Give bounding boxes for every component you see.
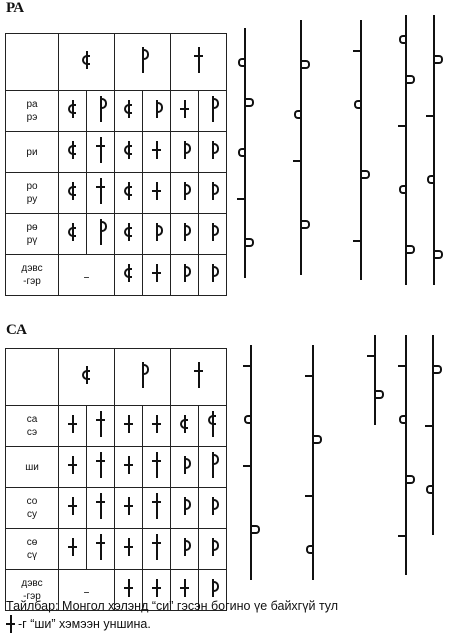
glyph-cell: [199, 255, 227, 296]
glyph-cell: [199, 406, 227, 447]
glyph-cell: [59, 488, 87, 529]
glyph-cell: [59, 214, 87, 255]
mongolian-glyph: [152, 452, 161, 478]
glyph-cell: [171, 132, 199, 173]
mongolian-glyph: [208, 411, 217, 437]
mongolian-glyph: [208, 182, 217, 200]
mongolian-glyph: [124, 264, 133, 282]
mongolian-glyph: [180, 223, 189, 241]
row-label: [6, 488, 59, 529]
sa-letter-table: [5, 348, 227, 611]
mongolian-glyph: [68, 497, 77, 515]
row-label: [6, 132, 59, 173]
mongolian-glyph: [96, 96, 105, 122]
mongolian-glyph: [124, 579, 133, 597]
row-label: [6, 406, 59, 447]
mongolian-glyph: [124, 182, 133, 200]
mongolian-glyph: [208, 96, 217, 122]
footnote-line-2-wrap: [6, 615, 446, 633]
dash-mark: –: [83, 269, 90, 284]
row-label-text: дэвс -гэр: [21, 263, 43, 287]
glyph-cell: [115, 529, 143, 570]
row-label: [6, 214, 59, 255]
glyph-cell: [115, 255, 143, 296]
ra-letter-table: [5, 33, 227, 296]
mongolian-glyph: [68, 415, 77, 433]
mongolian-glyph: [68, 182, 77, 200]
glyph-cell: [87, 214, 115, 255]
glyph-cell: [87, 173, 115, 214]
mongolian-glyph: [124, 456, 133, 474]
footnote: [6, 598, 446, 633]
glyph-cell: [199, 91, 227, 132]
glyph-cell: [59, 406, 87, 447]
glyph-cell: [143, 91, 171, 132]
glyph-cell: [59, 132, 87, 173]
mongolian-glyph: [124, 415, 133, 433]
glyph-cell: [171, 173, 199, 214]
glyph-cell: [59, 447, 87, 488]
header-glyph-2: [115, 349, 171, 406]
mongolian-glyph: [124, 141, 133, 159]
glyph-cell: [115, 132, 143, 173]
mongolian-glyph: [96, 493, 105, 519]
mongolian-glyph: [180, 538, 189, 556]
mongolian-glyph: [208, 497, 217, 515]
mongolian-glyph: [138, 362, 147, 388]
glyph-cell: [87, 447, 115, 488]
glyph-cell: [199, 173, 227, 214]
mongolian-glyph: [124, 100, 133, 118]
corner-cell: [6, 34, 59, 91]
mongolian-glyph: [180, 415, 189, 433]
mongolian-glyph: [124, 223, 133, 241]
mongolian-glyph: [208, 264, 217, 282]
glyph-cell: [143, 447, 171, 488]
mongolian-glyph: [152, 100, 161, 118]
header-glyph-3: [171, 349, 227, 406]
glyph-cell: [59, 173, 87, 214]
mongolian-glyph: [208, 538, 217, 556]
mongolian-glyph: [68, 100, 77, 118]
row-label: [6, 447, 59, 488]
glyph-cell: [143, 214, 171, 255]
glyph-cell: [143, 132, 171, 173]
glyph-cell: [115, 447, 143, 488]
glyph-cell: [115, 214, 143, 255]
dash-mark: –: [83, 584, 90, 599]
mongolian-glyph: [152, 415, 161, 433]
glyph-cell: [87, 488, 115, 529]
glyph-cell: [143, 406, 171, 447]
header-glyph-3: [171, 34, 227, 91]
glyph-cell: [115, 406, 143, 447]
mongolian-glyph: [194, 47, 203, 73]
glyph-cell: [171, 214, 199, 255]
glyph-cell: [59, 91, 87, 132]
mongolian-glyph: [6, 615, 15, 633]
mongolian-glyph: [82, 51, 91, 69]
mongolian-glyph: [208, 579, 217, 597]
mongolian-glyph: [152, 223, 161, 241]
mongolian-glyph: [124, 497, 133, 515]
mongolian-glyph: [124, 538, 133, 556]
mongolian-glyph: [68, 538, 77, 556]
mongolian-glyph: [96, 411, 105, 437]
glyph-cell: [199, 447, 227, 488]
glyph-cell: [115, 173, 143, 214]
section-title-ra: РА: [6, 0, 25, 16]
mongolian-glyph: [180, 182, 189, 200]
mongolian-glyph: [180, 100, 189, 118]
glyph-cell: [87, 132, 115, 173]
glyph-cell: [199, 132, 227, 173]
header-glyph-1: [59, 34, 115, 91]
row-label-text: ро ру: [26, 181, 38, 205]
glyph-cell: [199, 214, 227, 255]
mongolian-glyph: [152, 264, 161, 282]
mongolian-glyph: [96, 452, 105, 478]
glyph-cell: [115, 488, 143, 529]
glyph-cell: [171, 529, 199, 570]
row-label-text: сө сү: [26, 537, 38, 561]
glyph-cell: [59, 529, 87, 570]
mongolian-glyph: [68, 456, 77, 474]
mongolian-glyph: [96, 219, 105, 245]
glyph-cell: [171, 91, 199, 132]
row-label-text: ра рэ: [26, 99, 38, 123]
mongolian-glyph: [96, 137, 105, 163]
corner-cell: [6, 349, 59, 406]
glyph-cell: [143, 255, 171, 296]
row-label-text: ри: [26, 146, 38, 158]
section-title-sa: СА: [6, 322, 27, 338]
mongolian-glyph: [152, 534, 161, 560]
footnote-line-2: -г “ши” хэмээн уншина.: [18, 616, 151, 631]
header-glyph-2: [115, 34, 171, 91]
row-label: [6, 529, 59, 570]
glyph-cell: [87, 406, 115, 447]
mongolian-glyph: [180, 497, 189, 515]
mongolian-glyph: [152, 579, 161, 597]
glyph-cell: [199, 529, 227, 570]
mongolian-glyph: [152, 141, 161, 159]
mongolian-glyph: [180, 579, 189, 597]
glyph-cell: [143, 173, 171, 214]
row-label-text: ши: [25, 461, 39, 473]
glyph-cell: [115, 91, 143, 132]
footnote-line-1: Тайлбар: Монгол хэлэнд “си” гэсэн богино үе байхгүй тул: [6, 599, 339, 613]
glyph-cell: [171, 488, 199, 529]
mongolian-glyph: [194, 362, 203, 388]
glyph-cell: [171, 406, 199, 447]
mongolian-glyph: [96, 534, 105, 560]
glyph-cell: [199, 488, 227, 529]
mongolian-glyph: [96, 178, 105, 204]
mongolian-glyph: [208, 452, 217, 478]
mongolian-glyph: [152, 493, 161, 519]
mongolian-glyph: [180, 141, 189, 159]
mongolian-glyph: [208, 141, 217, 159]
mongolian-glyph: [180, 264, 189, 282]
glyph-cell: [171, 255, 199, 296]
row-label: [6, 255, 59, 296]
dash-cell: [59, 255, 115, 296]
row-label-text: рө рү: [26, 222, 38, 246]
mongolian-glyph: [82, 366, 91, 384]
mongolian-glyph: [68, 141, 77, 159]
glyph-cell: [143, 529, 171, 570]
mongolian-glyph: [138, 47, 147, 73]
row-label-text: дэвс -гэр: [21, 578, 43, 602]
mongolian-glyph: [152, 182, 161, 200]
row-label-text: со су: [26, 496, 38, 520]
mongolian-glyph: [68, 223, 77, 241]
glyph-cell: [143, 488, 171, 529]
header-glyph-1: [59, 349, 115, 406]
glyph-cell: [171, 447, 199, 488]
row-label: [6, 173, 59, 214]
glyph-cell: [87, 529, 115, 570]
row-label: [6, 91, 59, 132]
glyph-cell: [87, 91, 115, 132]
row-label-text: са сэ: [26, 414, 38, 438]
mongolian-glyph: [208, 223, 217, 241]
mongolian-glyph: [180, 456, 189, 474]
